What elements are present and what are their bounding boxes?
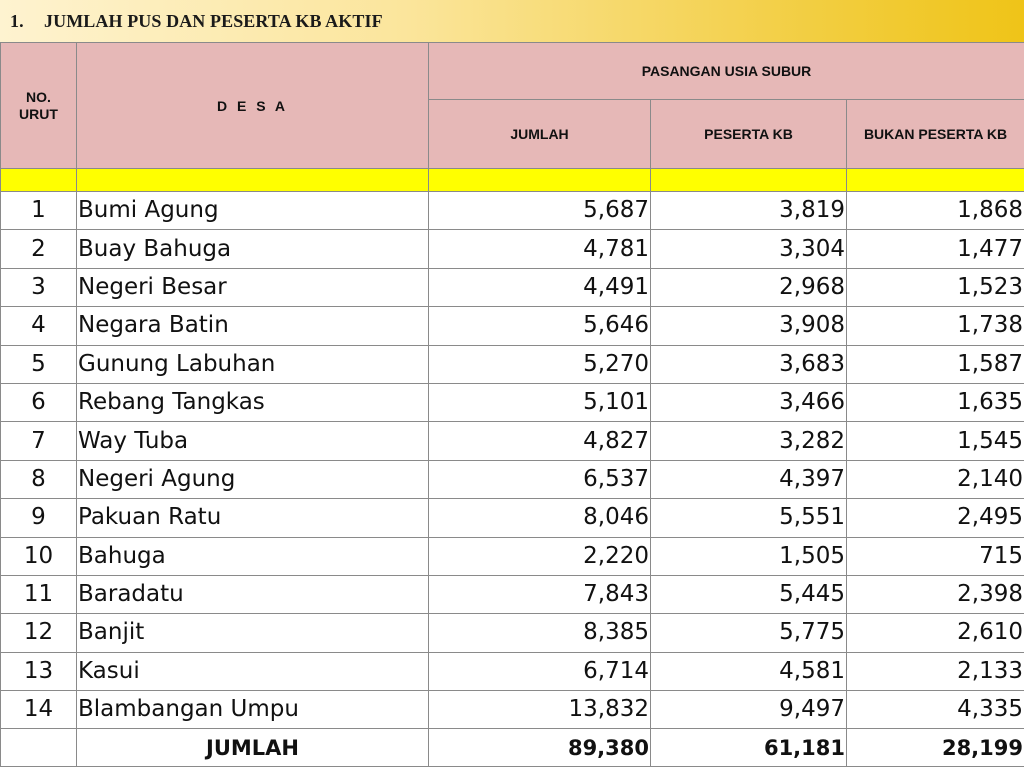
row-bukan-peserta-kb-cell: 1,738 [847,307,1024,345]
table-row [1,652,1024,690]
row-no-cell: 2 [1,230,77,268]
row-desa-cell: Negeri Agung [77,460,429,498]
row-peserta-kb-cell: 3,282 [651,422,847,460]
row-peserta-kb-cell: 3,466 [651,383,847,421]
table-row [1,345,1024,383]
row-jumlah-cell: 6,714 [429,652,651,690]
total-jumlah: 89,380 [429,729,651,767]
row-desa-cell: Banjit [77,614,429,652]
row-desa-cell: Bahuga [77,537,429,575]
pus-table [0,42,1024,767]
row-bukan-peserta-kb-cell: 715 [847,537,1024,575]
header-pasangan-usia-subur: PASANGAN USIA SUBUR [429,43,1024,100]
row-peserta-kb-cell: 5,551 [651,499,847,537]
table-header [1,43,1024,169]
row-no-cell: 11 [1,575,77,613]
separator-cell [651,169,847,192]
row-desa-cell: Rebang Tangkas [77,383,429,421]
row-no-cell: 6 [1,383,77,421]
table-row [1,691,1024,729]
header-jumlah: JUMLAH [429,100,651,169]
row-bukan-peserta-kb-cell: 1,477 [847,230,1024,268]
row-no-cell: 5 [1,345,77,383]
table-row [1,499,1024,537]
row-peserta-kb-cell: 4,397 [651,460,847,498]
row-peserta-kb-cell: 3,819 [651,192,847,230]
row-desa-cell: Gunung Labuhan [77,345,429,383]
table-row [1,575,1024,613]
row-no-cell: 7 [1,422,77,460]
row-no-cell: 8 [1,460,77,498]
total-no-cell [1,729,77,767]
page-title: JUMLAH PUS DAN PESERTA KB AKTIF [44,10,383,31]
row-bukan-peserta-kb-cell: 2,495 [847,499,1024,537]
row-desa-cell: Blambangan Umpu [77,691,429,729]
row-no-cell: 4 [1,307,77,345]
row-bukan-peserta-kb-cell: 4,335 [847,691,1024,729]
table-body [1,169,1024,729]
row-peserta-kb-cell: 5,445 [651,575,847,613]
row-bukan-peserta-kb-cell: 2,398 [847,575,1024,613]
row-desa-cell: Negara Batin [77,307,429,345]
row-jumlah-cell: 13,832 [429,691,651,729]
row-no-cell: 10 [1,537,77,575]
row-jumlah-cell: 7,843 [429,575,651,613]
header-desa: D E S A [77,43,429,169]
row-peserta-kb-cell: 9,497 [651,691,847,729]
header-no-urut-label: NO. URUT [19,88,58,122]
row-bukan-peserta-kb-cell: 1,868 [847,192,1024,230]
row-bukan-peserta-kb-cell: 2,133 [847,652,1024,690]
row-bukan-peserta-kb-cell: 2,140 [847,460,1024,498]
row-bukan-peserta-kb-cell: 1,587 [847,345,1024,383]
header-no-urut [1,43,77,169]
separator-cell [77,169,429,192]
row-no-cell: 12 [1,614,77,652]
row-peserta-kb-cell: 3,683 [651,345,847,383]
row-no-cell: 9 [1,499,77,537]
table-row [1,192,1024,230]
table-row [1,422,1024,460]
separator-row [1,169,1024,192]
row-desa-cell: Buay Bahuga [77,230,429,268]
row-bukan-peserta-kb-cell: 1,635 [847,383,1024,421]
row-jumlah-cell: 5,687 [429,192,651,230]
row-peserta-kb-cell: 3,908 [651,307,847,345]
row-bukan-peserta-kb-cell: 1,545 [847,422,1024,460]
row-desa-cell: Baradatu [77,575,429,613]
row-jumlah-cell: 8,046 [429,499,651,537]
row-jumlah-cell: 2,220 [429,537,651,575]
row-jumlah-cell: 6,537 [429,460,651,498]
title-number: 1. [10,10,24,31]
total-peserta-kb: 61,181 [651,729,847,767]
row-desa-cell: Kasui [77,652,429,690]
total-row [1,729,1024,767]
separator-cell [1,169,77,192]
row-jumlah-cell: 5,646 [429,307,651,345]
table-row [1,614,1024,652]
total-label: JUMLAH [77,729,429,767]
row-jumlah-cell: 4,827 [429,422,651,460]
row-desa-cell: Way Tuba [77,422,429,460]
row-jumlah-cell: 4,491 [429,268,651,306]
row-peserta-kb-cell: 5,775 [651,614,847,652]
row-desa-cell: Negeri Besar [77,268,429,306]
table-row [1,268,1024,306]
row-no-cell: 3 [1,268,77,306]
separator-cell [847,169,1024,192]
row-no-cell: 14 [1,691,77,729]
row-jumlah-cell: 8,385 [429,614,651,652]
row-no-cell: 1 [1,192,77,230]
header-peserta-kb: PESERTA KB [651,100,847,169]
row-jumlah-cell: 5,270 [429,345,651,383]
row-jumlah-cell: 4,781 [429,230,651,268]
table-row [1,537,1024,575]
separator-cell [429,169,651,192]
header-bukan-peserta-kb: BUKAN PESERTA KB [847,100,1024,169]
row-no-cell: 13 [1,652,77,690]
row-bukan-peserta-kb-cell: 1,523 [847,268,1024,306]
row-peserta-kb-cell: 4,581 [651,652,847,690]
table-row [1,460,1024,498]
title-bar [0,0,1024,42]
row-desa-cell: Pakuan Ratu [77,499,429,537]
table-row [1,383,1024,421]
row-peserta-kb-cell: 1,505 [651,537,847,575]
row-bukan-peserta-kb-cell: 2,610 [847,614,1024,652]
row-jumlah-cell: 5,101 [429,383,651,421]
table-row [1,307,1024,345]
total-bukan-peserta-kb: 28,199 [847,729,1024,767]
row-peserta-kb-cell: 3,304 [651,230,847,268]
row-peserta-kb-cell: 2,968 [651,268,847,306]
table-row [1,230,1024,268]
row-desa-cell: Bumi Agung [77,192,429,230]
